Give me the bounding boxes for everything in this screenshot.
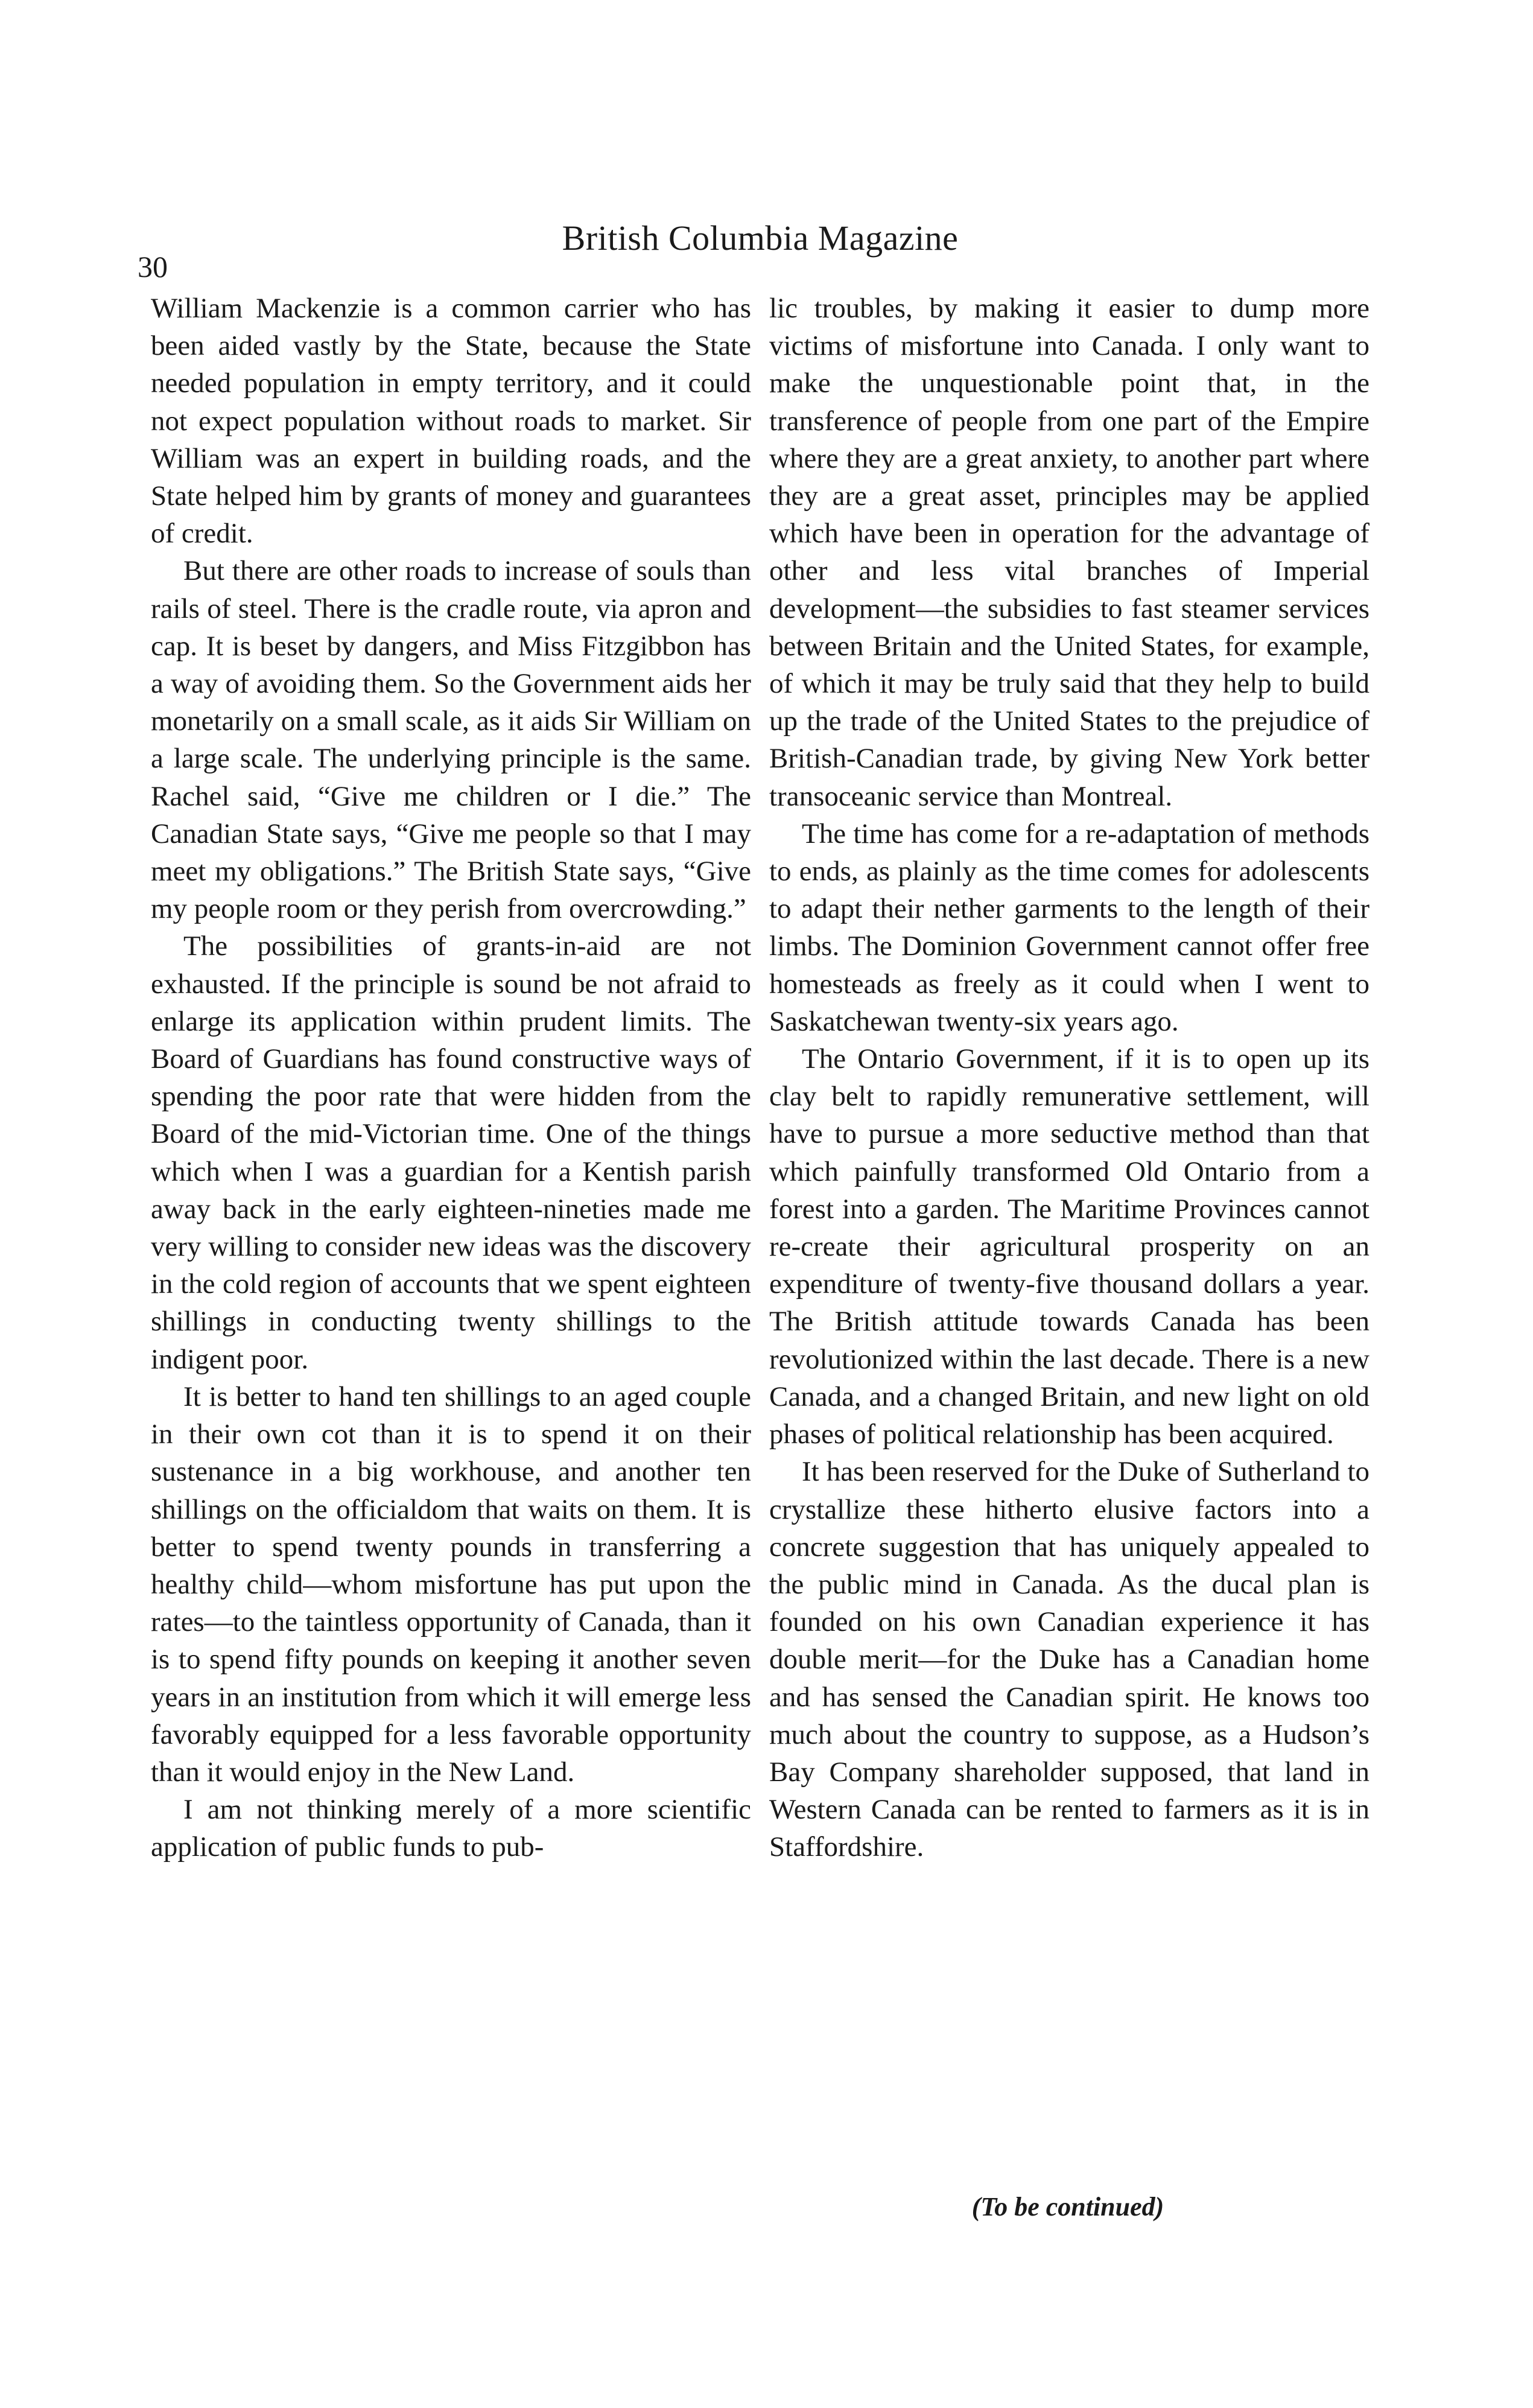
paragraph: But there are other roads to increase of souls than rails of steel. There is the cradle route, via apron and cap. It is beset by dangers, and Miss Fitzgibbon has a way of avoiding them. So the Government aids her monetarily on a small scale, as it aids Sir William on a large scale. The underlying principle is the same. Rachel said, “Give me children or I die.” The Canadian State says, “Give me people so that I may meet my obligations.” The British State says, “Give my people room or they perish from overcrowding.” — [151, 555, 751, 925]
left-column — [151, 290, 751, 1866]
paragraph: It has been reserved for the Duke of Sutherland to crystallize these hitherto elusive factors into a concrete suggestion that has uniquely appealed to the public mind in Canada. As the ducal plan is founded on his own Canadian experience it has double merit—for the Duke has a Canadian home and has sensed the Canadian spirit. He knows too much about the country to suppose, as a Hudson’s Bay Company shareholder supposed, that land in Western Canada can be rented to farmers as it is in Staffordshire. — [769, 1456, 1370, 1863]
right-column — [769, 290, 1370, 1866]
paragraph: The time has come for a re-adaptation of methods to ends, as plainly as the time comes for adolescents to adapt their nether garments to the length of their limbs. The Dominion Government cannot offer free homesteads as freely as it could when I went to Saskatchewan twenty-six years ago. — [769, 818, 1370, 1037]
page-number: 30 — [138, 250, 168, 284]
paragraph: The possibilities of grants-in-aid are not exhausted. If the principle is sound be not afraid to enlarge its application within prudent limits. The Board of Guardians has found constructive ways of spending the poor rate that were hidden from the Board of the mid-Victorian time. One of the things which when I was a guardian for a Kentish parish away back in the early eighteen-nineties made me very willing to consider new ideas was the discovery in the cold region of accounts that we spent eighteen shillings in conducting twenty shillings to the indigent poor. — [151, 930, 751, 1375]
paragraph: The Ontario Government, if it is to open up its clay belt to rapidly remunerative settlement, will have to pursue a more seductive method than that which painfully transformed Old Ontario from a forest into a garden. The Maritime Provinces cannot re-create their agricultural prosperity on an expenditure of twenty-five thousand dollars a year. The British attitude towards Canada has been revolutionized within the last decade. There is a new Canada, and a changed Britain, and new light on old phases of political relationship has been acquired. — [769, 1043, 1370, 1450]
paragraph: lic troubles, by making it easier to dump more victims of misfortune into Canada. I only want to make the unquestionable point that, in the transference of people from one part of the Empire where they are a great anxiety, to another part where they are a great asset, principles may be applied which have been in operation for the advantage of other and less vital branches of Imperial development—the subsidies to fast steamer services between Britain and the United States, for example, of which it may be truly said that they help to build up the trade of the United States to the prejudice of British-Canadian trade, by giving New York better transoceanic service than Montreal. — [769, 293, 1370, 812]
running-head: British Columbia Magazine — [562, 218, 959, 258]
paragraph: It is better to hand ten shillings to an aged couple in their own cot than it is to spend it on their sustenance in a big workhouse, and another ten shillings on the officialdom that waits on them. It is better to spend twenty pounds in transferring a healthy child—whom misfortune has put upon the rates—to the taintless opportunity of Canada, than it is to spend fifty pounds on keeping it another seven years in an institution from which it will emerge less favorably equipped for a less favorable opportunity than it would enjoy in the New Land. — [151, 1380, 751, 1788]
to-be-continued-note: (To be continued) — [971, 2192, 1164, 2222]
paragraph: William Mackenzie is a common carrier who has been aided vastly by the State, because the State needed population in empty territory, and it could not expect population without roads to market. Sir William was an expert in building roads, and the State helped him by grants of money and guarantees of credit. — [151, 293, 751, 550]
paragraph: I am not thinking merely of a more scientific application of public funds to pub- — [151, 1794, 751, 1863]
